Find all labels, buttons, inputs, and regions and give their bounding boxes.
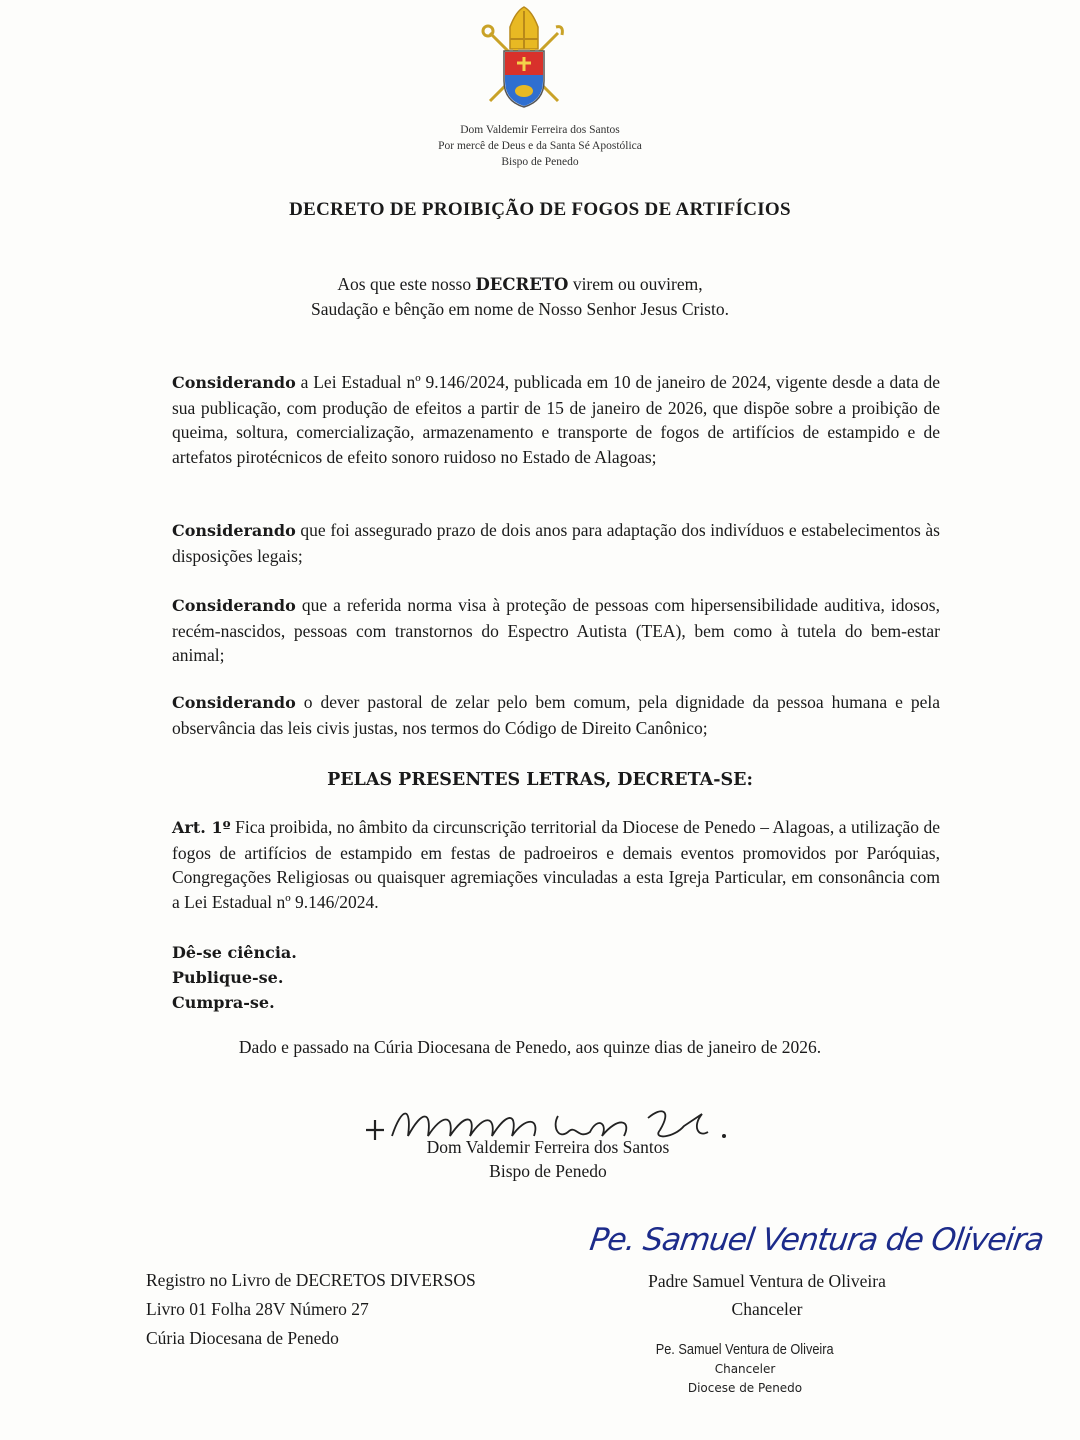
considerando-3 (172, 593, 940, 668)
considerando-1 (172, 370, 940, 469)
considerando-2 (172, 518, 940, 568)
chancellor-name: Padre Samuel Ventura de Oliveira (648, 1271, 886, 1291)
greeting-text-post: virem ou ouvirem, (568, 274, 703, 294)
header-line-office: Bispo de Penedo (501, 156, 579, 168)
chancellor-block (612, 1267, 922, 1323)
chancellor-signature: Pe. Samuel Ventura de Oliveira (587, 1222, 1046, 1258)
bishop-name: Dom Valdemir Ferreira dos Santos (426, 1137, 670, 1157)
decree-title: DECRETO DE PROIBIÇÃO DE FOGOS DE ARTIFÍCIOS (289, 199, 791, 220)
article-1 (172, 815, 940, 914)
considerando-text: que a referida norma visa à proteção de pessoas com hipersensibilidade auditiva, idosos, recém-nascidos, pessoas com transtornos do Espectro Autista (TEA), bem como à tutela do bem-estar animal; (172, 595, 940, 665)
chancellor-role: Chanceler (731, 1299, 803, 1319)
considerando-text: a Lei Estadual nº 9.146/2024, publicada em 10 de janeiro de 2024, vigente desde a data de sua publicação, com produção de efeitos a partir de 15 de janeiro de 2026, que dispõe sobre a proibição de queima, soltura, comercialização, armazenamento e transporte de fogos de artifícios de estampido e de artefatos pirotécnicos de efeito sonoro ruidoso no Estado de Alagoas; (172, 372, 940, 467)
closing-line-1: Dê-se ciência. (172, 943, 297, 962)
register-line-3: Cúria Diocesana de Penedo (146, 1328, 339, 1348)
considerando-text: que foi assegurado prazo de dois anos para adaptação dos indivíduos e estabelecimentos às disposições legais; (172, 520, 940, 566)
bishop-signature-block (0, 1135, 1080, 1183)
article-lead: Art. 1º (172, 818, 231, 837)
considerando-lead: Considerando (172, 596, 296, 615)
stamp-name: Pe. Samuel Ventura de Oliveira (656, 1341, 834, 1358)
header-line-grace: Por mercê de Deus e da Santa Sé Apostólica (438, 140, 642, 152)
coat-of-arms-icon (480, 5, 568, 113)
closing-formulas (172, 940, 297, 1015)
header-line-name: Dom Valdemir Ferreira dos Santos (460, 124, 620, 136)
stamp-org: Diocese de Penedo (687, 1381, 803, 1395)
bishop-role: Bispo de Penedo (489, 1161, 607, 1181)
greeting-line-2: Saudação e bênção em nome de Nosso Senhor Jesus Cristo. (311, 299, 729, 319)
closing-line-3: Cumpra-se. (172, 993, 275, 1012)
chancellor-stamp (600, 1340, 890, 1398)
decreta-heading: PELAS PRESENTES LETRAS, DECRETA-SE: (327, 770, 753, 790)
considerando-lead: Considerando (172, 521, 296, 540)
article-text: Fica proibida, no âmbito da circunscrição territorial da Diocese de Penedo – Alagoas, a utilização de fogos de artifícios de estampido em festas de padroeiros e demais eventos promovidos por Paróquias, Congregações Religiosas ou quaisquer agremiações vinculadas a esta Igreja Particular, em consonância com a Lei Estadual nº 9.146/2024. (172, 817, 940, 912)
considerando-lead: Considerando (172, 693, 296, 712)
considerando-4 (172, 690, 940, 740)
register-line-2: Livro 01 Folha 28V Número 27 (146, 1299, 369, 1319)
greeting-decreto: DECRETO (475, 275, 569, 294)
register-block (146, 1266, 476, 1353)
greeting-line-1 (0, 272, 1040, 297)
bishop-header (0, 122, 1080, 170)
closing-line-2: Publique-se. (172, 968, 284, 987)
considerando-lead: Considerando (172, 373, 296, 392)
register-line-1: Registro no Livro de DECRETOS DIVERSOS (146, 1270, 476, 1290)
greeting-text-pre: Aos que este nosso (337, 274, 476, 294)
stamp-role: Chanceler (714, 1362, 776, 1376)
considerando-text: o dever pastoral de zelar pelo bem comum, pela dignidade da pessoa humana e pela observância das leis civis justas, nos termos do Código de Direito Canônico; (172, 692, 940, 738)
greeting (0, 272, 1040, 322)
given-date-line: Dado e passado na Cúria Diocesana de Penedo, aos quinze dias de janeiro de 2026. (238, 1037, 822, 1057)
